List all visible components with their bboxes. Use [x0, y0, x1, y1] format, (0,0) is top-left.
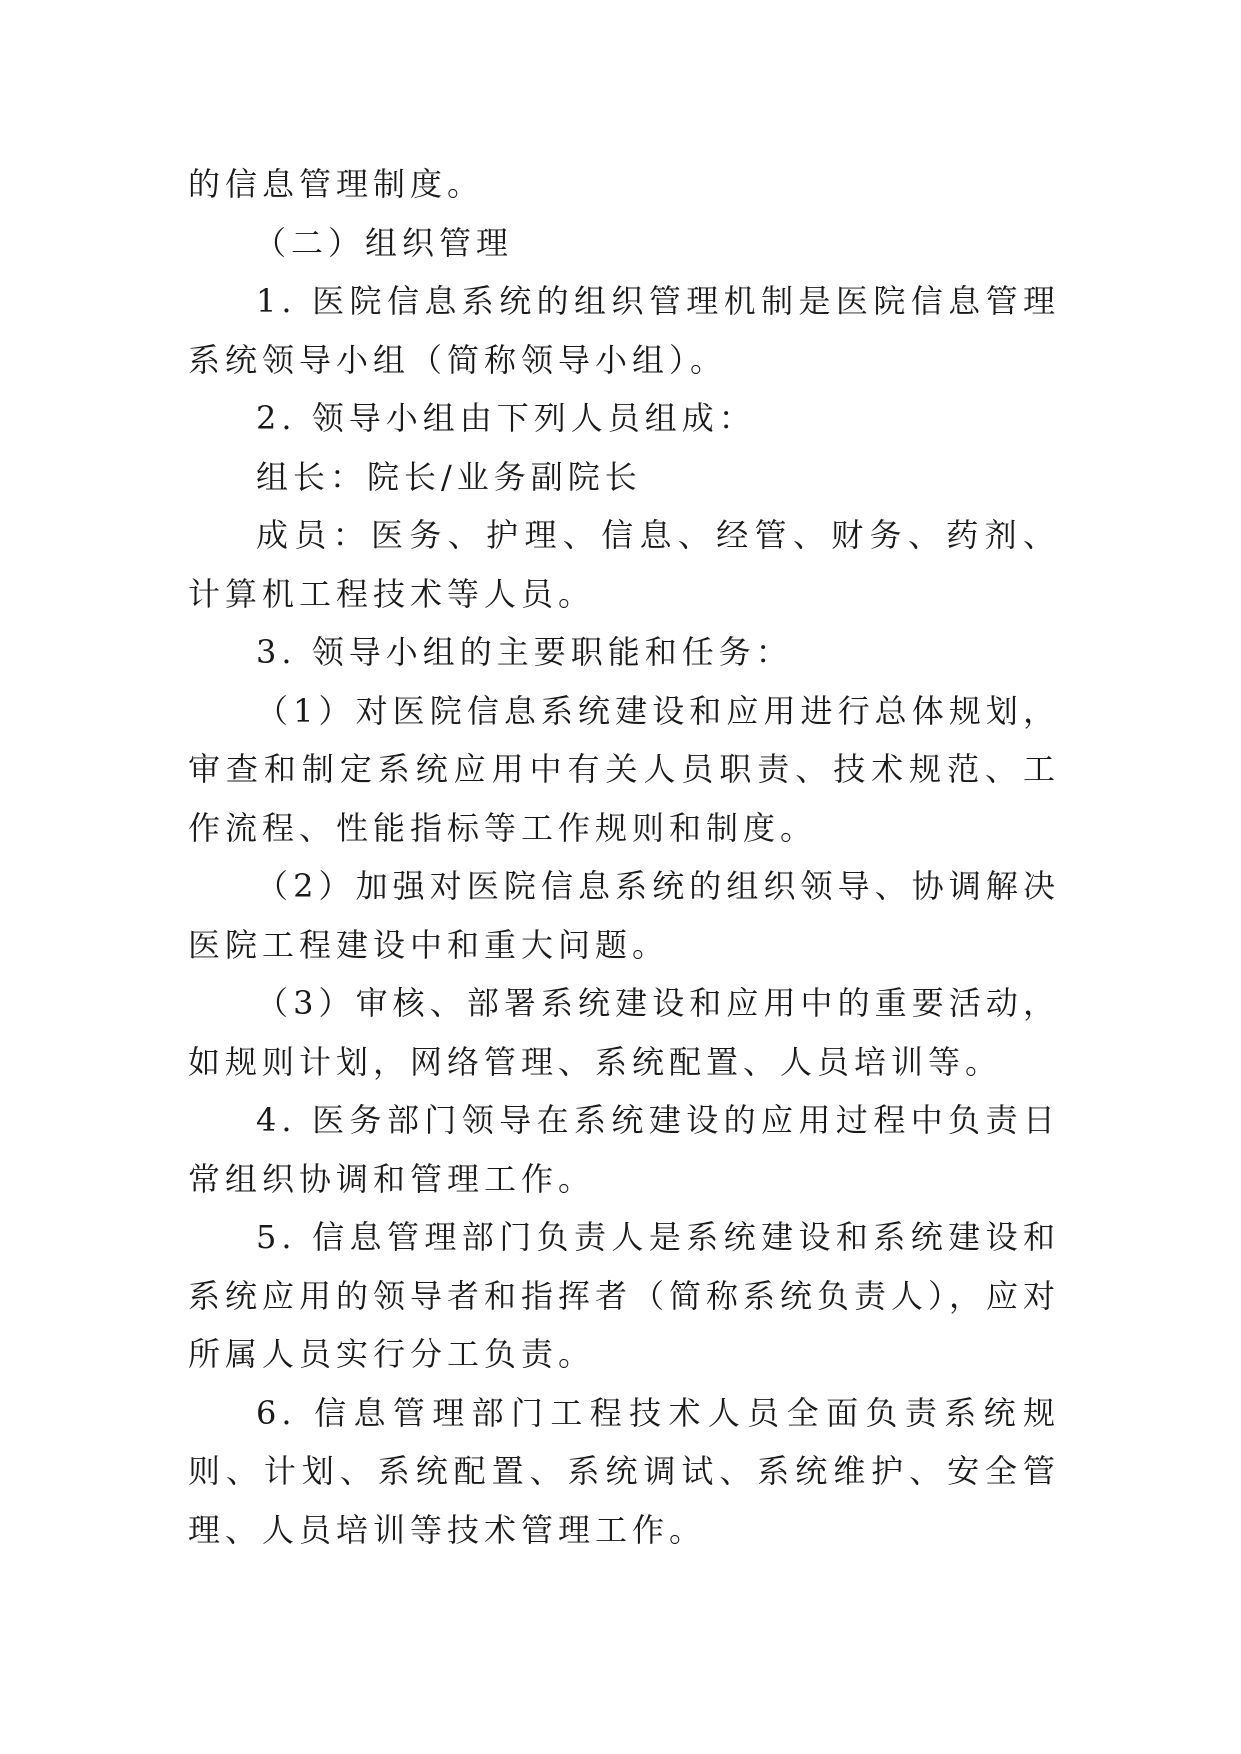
paragraph-item-6: 6. 信息管理部门工程技术人员全面负责系统规则、计划、系统配置、系统调试、系统维护、安全管理、人员培训等技术管理工作。 [188, 1393, 1060, 1549]
paragraph-item-4: 4. 医务部门领导在系统建设的应用过程中负责日常组织协调和管理工作。 [188, 1101, 1060, 1198]
paragraph-item-1: 1. 医院信息系统的组织管理机制是医院信息管理系统领导小组（简称领导小组）。 [188, 282, 1060, 379]
paragraph-subitem-1: （1）对医院信息系统建设和应用进行总体规划，审查和制定系统应用中有关人员职责、技术规范、工作流程、性能指标等工作规则和制度。 [188, 691, 1060, 847]
paragraph-subitem-3: （3）审核、部署系统建设和应用中的重要活动，如规则计划，网络管理、系统配置、人员培训等。 [188, 984, 1060, 1081]
section-heading-organization: （二）组织管理 [254, 223, 514, 262]
paragraph-group-members: 成员：医务、护理、信息、经管、财务、药剂、计算机工程技术等人员。 [188, 516, 1060, 613]
paragraph-item-2: 2. 领导小组由下列人员组成： [256, 399, 756, 437]
document-body [188, 155, 1060, 1559]
paragraph-item-5: 5. 信息管理部门负责人是系统建设和系统建设和系统应用的领导者和指挥者（简称系统负责人），应对所属人员实行分工负责。 [188, 1218, 1061, 1373]
paragraph-group-leader: 组长：院长/业务副院长 [256, 457, 642, 496]
paragraph-item-3: 3. 领导小组的主要职能和任务： [256, 633, 793, 671]
paragraph-continuation: 的信息管理制度。 [188, 165, 485, 203]
paragraph-subitem-2: （2）加强对医院信息系统的组织领导、协调解决医院工程建设中和重大问题。 [188, 867, 1060, 964]
